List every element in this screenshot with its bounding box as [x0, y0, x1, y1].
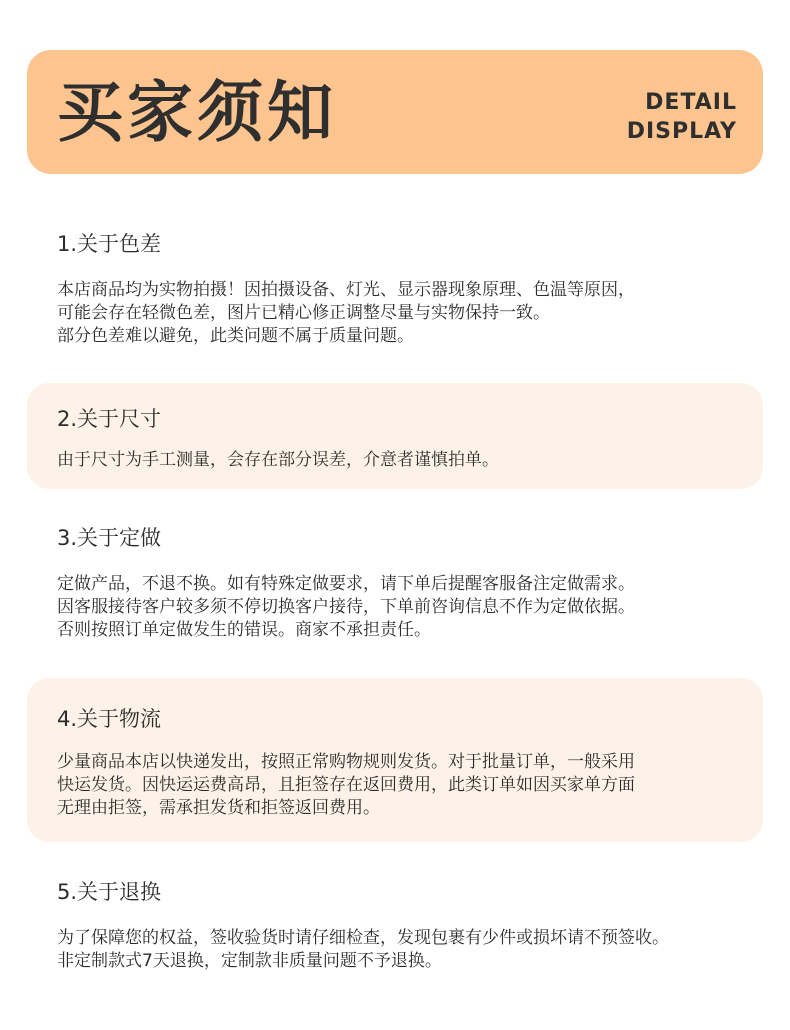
section-title: 3.关于定做 — [57, 526, 162, 550]
header-subtitle — [627, 88, 737, 146]
section-title: 1.关于色差 — [57, 232, 162, 256]
section-body — [57, 573, 755, 642]
section-line: 由于尺寸为手工测量，会存在部分误差，介意者谨慎拍单。 — [57, 450, 499, 470]
section-line: 本店商品均为实物拍摄！因拍摄设备、灯光、显示器现象原理、色温等原因， — [57, 280, 635, 300]
section-title: 4.关于物流 — [57, 707, 162, 731]
section-line: 因客服接待客户较多须不停切换客户接待，下单前咨询信息不作为定做依据。 — [57, 597, 635, 617]
section-logistics — [27, 678, 763, 842]
section-body — [57, 279, 755, 348]
section-line: 为了保障您的权益，签收验货时请仔细检查，发现包裹有少件或损坏请不预签收。 — [57, 928, 669, 948]
section-returns — [27, 876, 763, 986]
section-line: 非定制款式7天退换，定制款非质量问题不予退换。 — [57, 951, 442, 971]
section-body — [57, 449, 755, 472]
section-line: 少量商品本店以快递发出，按照正常购物规则发货。对于批量订单，一般采用 — [57, 752, 635, 772]
section-line: 否则按照订单定做发生的错误。商家不承担责任。 — [57, 620, 431, 640]
section-line: 可能会存在轻微色差，图片已精心修正调整尽量与实物保持一致。 — [57, 303, 550, 323]
section-line: 快运发货。因快运运费高昂，且拒签存在返回费用，此类订单如因买家单方面 — [57, 775, 635, 795]
section-color-difference — [27, 228, 763, 358]
section-custom-order — [27, 522, 763, 652]
page-title: 买家须知 — [57, 74, 337, 151]
section-line: 定做产品，不退不换。如有特殊定做要求，请下单后提醒客服备注定做需求。 — [57, 574, 635, 594]
section-body — [57, 751, 755, 820]
header-subtitle-line-1: DETAIL — [645, 90, 737, 115]
section-size — [27, 383, 763, 489]
section-title: 5.关于退换 — [57, 880, 162, 904]
section-line: 无理由拒签，需承担发货和拒签返回费用。 — [57, 798, 380, 818]
section-body — [57, 927, 755, 973]
header-subtitle-line-2: DISPLAY — [626, 119, 737, 144]
section-title: 2.关于尺寸 — [57, 407, 162, 431]
section-line: 部分色差难以避免，此类问题不属于质量问题。 — [57, 326, 414, 346]
header-banner — [27, 50, 763, 174]
